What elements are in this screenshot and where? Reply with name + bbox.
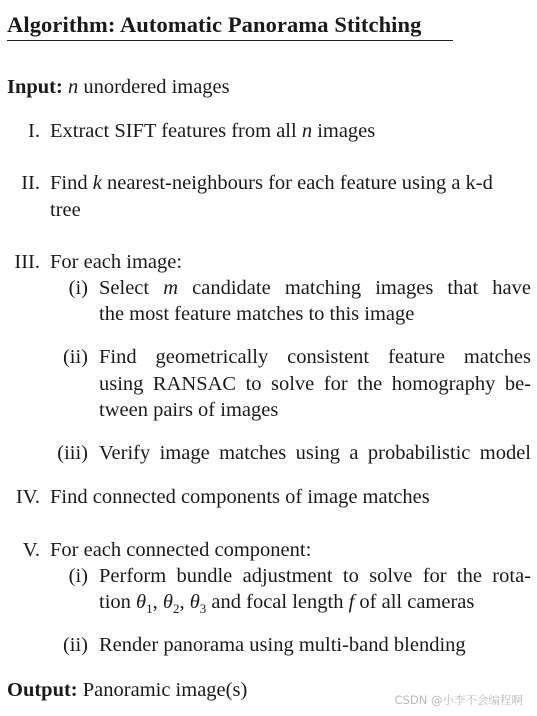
substep-text-cont: using RANSAC to solve for the homography be-: [99, 373, 531, 395]
step-text-part: nearest-neighbours for each feature using a k-d: [101, 172, 493, 194]
step-text-cont: tree: [50, 199, 81, 221]
step-text: For each connected component:: [50, 539, 312, 561]
title-underline: [7, 40, 453, 41]
input-text: unordered images: [78, 76, 230, 98]
math-subscript: 3: [199, 601, 207, 617]
math-subscript: 1: [146, 601, 153, 617]
input-var: n: [67, 76, 79, 98]
math-var: θ: [162, 591, 173, 613]
math-var: n: [301, 120, 313, 142]
math-var: θ: [136, 591, 147, 613]
step-number: I.: [28, 120, 40, 142]
step-number: III.: [14, 251, 40, 273]
math-var: θ: [189, 591, 200, 613]
substep-text-cont: tween pairs of images: [99, 399, 279, 421]
step-text-part: Extract SIFT features from all: [50, 120, 302, 142]
substep-text-part: tion: [99, 591, 137, 613]
output-text: Panoramic image(s): [77, 679, 248, 701]
step-text-part: Find: [50, 172, 93, 194]
step-text: For each image:: [50, 251, 183, 273]
step-number: V.: [22, 539, 40, 561]
output-label: Output:: [7, 679, 78, 701]
substep-number: (ii): [62, 346, 88, 368]
output-line: [7, 679, 247, 702]
math-subscript: 2: [172, 601, 180, 617]
step-number: II.: [21, 172, 40, 194]
substep-text: Verify image matches using a probabilistic model: [99, 442, 531, 464]
algorithm-title: Algorithm: Automatic Panorama Stitching: [7, 12, 422, 37]
substep-text-cont: the most feature matches to this image: [99, 303, 415, 325]
substep-text: Find geometrically consistent feature matches: [99, 346, 531, 368]
substep-text-part: candidate matching images that have: [178, 277, 531, 299]
substep-number: (ii): [62, 634, 88, 656]
step-text-part: images: [312, 120, 376, 142]
step-text: [50, 172, 493, 195]
substep-number: (i): [68, 565, 88, 587]
input-label: Input:: [7, 76, 63, 98]
substep-number: (i): [68, 277, 88, 299]
substep-text-part: and focal length: [206, 591, 349, 613]
substep-text: [99, 277, 531, 300]
substep-number: (iii): [57, 442, 88, 464]
substep-text-cont: tion $\theta_1$, $\theta_2$, $\theta_3$ and focal length f of all cameras: [99, 591, 475, 617]
substep-text: Render panorama using multi-band blending: [99, 634, 466, 656]
watermark: CSDN @小李不会编程啊: [394, 693, 523, 707]
substep-text-part: of all cameras: [354, 591, 475, 613]
math-var: k: [92, 172, 102, 194]
substep-text-part: Select: [99, 277, 164, 299]
step-text: Find connected components of image matches: [50, 486, 430, 508]
step-text: [50, 120, 375, 143]
math-var: f: [348, 591, 355, 613]
substep-text: Perform bundle adjustment to solve for the rota-: [99, 565, 531, 587]
math-var: m: [163, 277, 179, 299]
input-line: [7, 76, 230, 99]
step-number: IV.: [15, 486, 40, 508]
